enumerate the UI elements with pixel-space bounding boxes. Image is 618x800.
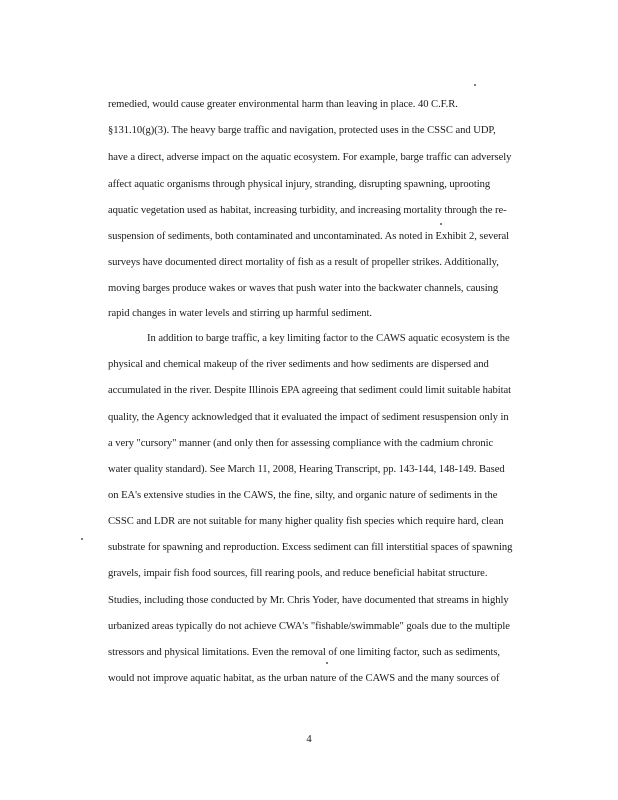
page-number: 4 <box>306 734 312 745</box>
text-line: accumulated in the river. Despite Illinois EPA agreeing that sediment could limit suitable habitat <box>108 385 512 396</box>
paragraph-first-line: In addition to barge traffic, a key limiting factor to the CAWS aquatic ecosystem is the <box>147 333 510 344</box>
text-line: water quality standard). See March 11, 2008, Hearing Transcript, pp. 143-144, 148-149. Based <box>108 464 505 475</box>
text-line: would not improve aquatic habitat, as the urban nature of the CAWS and the many sources of <box>108 673 500 684</box>
text-line: physical and chemical makeup of the river sediments and how sediments are dispersed and <box>108 359 489 370</box>
text-line: urbanized areas typically do not achieve CWA's "fishable/swimmable" goals due to the multiple <box>108 621 510 632</box>
text-line: moving barges produce wakes or waves that push water into the backwater channels, causing <box>108 283 499 294</box>
scan-speck <box>440 223 442 225</box>
text-line: §131.10(g)(3). The heavy barge traffic and navigation, protected uses in the CSSC and UDP, <box>108 125 496 136</box>
text-line: stressors and physical limitations. Even the removal of one limiting factor, such as sediments, <box>108 647 501 658</box>
scan-speck <box>326 662 328 664</box>
text-line: rapid changes in water levels and stirring up harmful sediment. <box>108 308 372 319</box>
text-line: have a direct, adverse impact on the aquatic ecosystem. For example, barge traffic can adversely <box>108 152 512 163</box>
scan-speck <box>474 84 476 86</box>
text-line: aquatic vegetation used as habitat, increasing turbidity, and increasing mortality through the re- <box>108 205 507 216</box>
text-line: CSSC and LDR are not suitable for many higher quality fish species which require hard, clean <box>108 516 504 527</box>
text-line: affect aquatic organisms through physical injury, stranding, disrupting spawning, uprooting <box>108 179 491 190</box>
text-line: suspension of sediments, both contaminated and uncontaminated. As noted in Exhibit 2, several <box>108 231 510 242</box>
text-line: remedied, would cause greater environmental harm than leaving in place. 40 C.F.R. <box>108 99 458 110</box>
text-line: a very "cursory" manner (and only then for assessing compliance with the cadmium chronic <box>108 438 494 449</box>
text-line: quality, the Agency acknowledged that it evaluated the impact of sediment resuspension only in <box>108 412 509 423</box>
text-line: on EA's extensive studies in the CAWS, the fine, silty, and organic nature of sediments in the <box>108 490 498 501</box>
text-line: substrate for spawning and reproduction. Excess sediment can fill interstitial spaces of spawning <box>108 542 513 553</box>
text-line: surveys have documented direct mortality of fish as a result of propeller strikes. Additionally, <box>108 257 499 268</box>
scan-speck <box>81 538 83 540</box>
text-line: gravels, impair fish food sources, fill rearing pools, and reduce beneficial habitat structure. <box>108 568 488 579</box>
text-line: Studies, including those conducted by Mr. Chris Yoder, have documented that streams in highly <box>108 595 509 606</box>
